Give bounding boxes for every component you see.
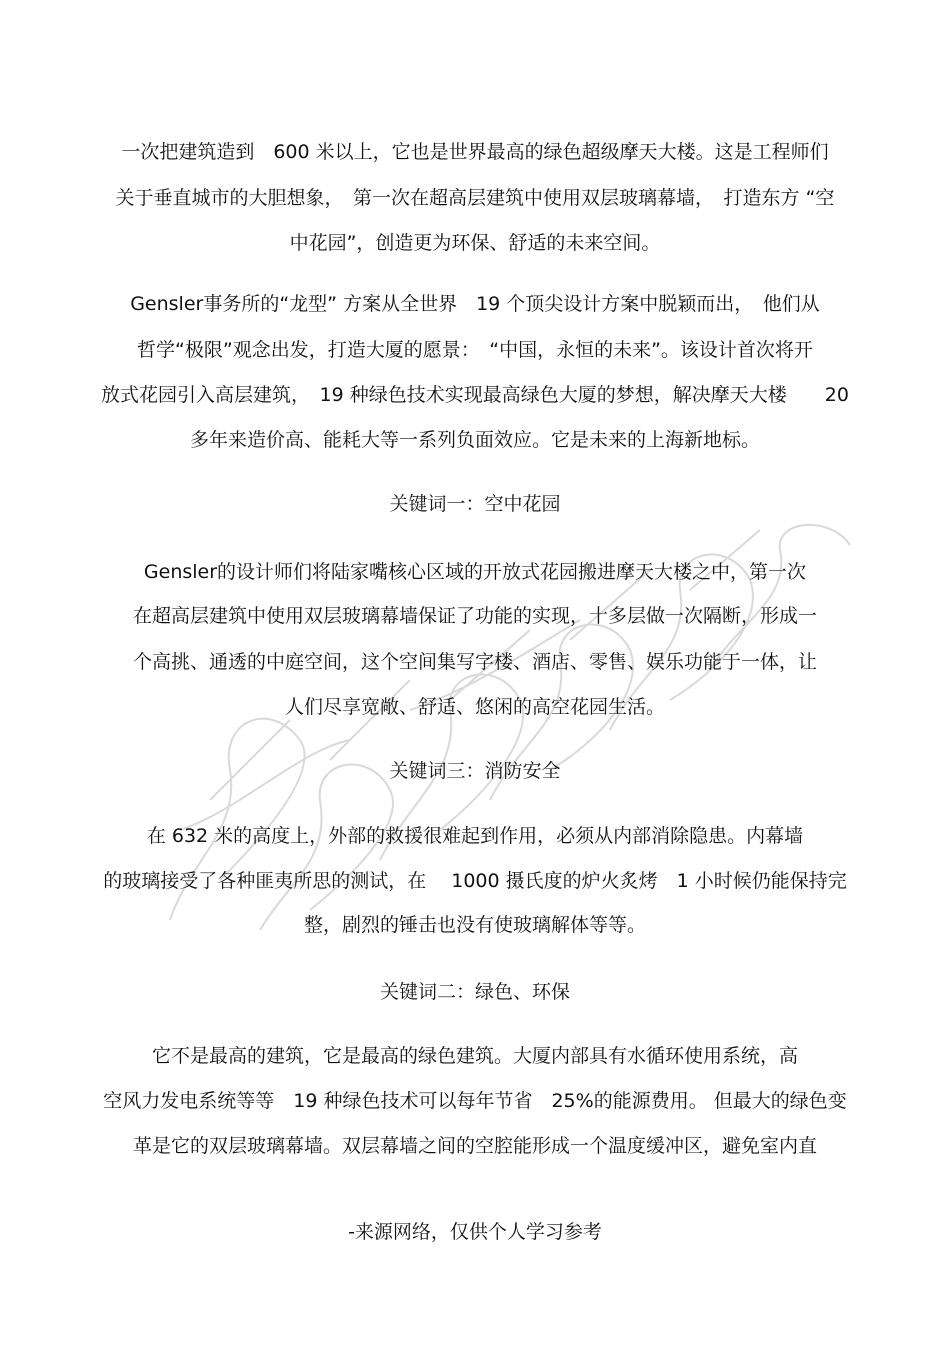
paragraph-5-line-3: 革是它的双层玻璃幕墙。双层幕墙之间的空腔能形成一个温度缓冲区，避免室内直 bbox=[132, 1135, 817, 1157]
paragraph-2-line-4: 多年来造价高、能耗大等一系列负面效应。它是未来的上海新地标。 bbox=[189, 429, 760, 451]
paragraph-4-line-3: 整，剧烈的锤击也没有使玻璃解体等等。 bbox=[303, 914, 646, 936]
keyword-heading-2: 关键词三：消防安全 bbox=[389, 760, 561, 782]
paragraph-5-line-2: 空风力发电系统等等 19 种绿色技术可以每年节省 25%的能源费用。 但最大的绿色变 bbox=[103, 1090, 847, 1112]
footer-source-note: -来源网络，仅供个人学习参考 bbox=[348, 1221, 602, 1243]
paragraph-5-line-1: 它不是最高的建筑，它是最高的绿色建筑。大厦内部具有水循环使用系统，高 bbox=[151, 1045, 798, 1067]
paragraph-1-line-3: 中花园”，创造更为环保、舒适的未来空间。 bbox=[289, 232, 661, 254]
paragraph-2-line-1: Gensler事务所的“龙型” 方案从全世界 19 个顶尖设计方案中脱颖而出， 他们从 bbox=[130, 293, 820, 315]
keyword-heading-3: 关键词二：绿色、环保 bbox=[379, 981, 570, 1003]
paragraph-4-line-1: 在 632 米的高度上，外部的救援很难起到作用，必须从内部消除隐患。内幕墙 bbox=[146, 825, 804, 847]
paragraph-3-line-4: 人们尽享宽敞、舒适、悠闲的高空花园生活。 bbox=[284, 696, 665, 718]
paragraph-2-line-2: 哲学“极限”观念出发，打造大厦的愿景： “中国，永恒的未来”。该设计首次将开 bbox=[137, 339, 813, 361]
paragraph-3-line-1: Gensler的设计师们将陆家嘴核心区域的开放式花园搬进摩天大楼之中，第一次 bbox=[143, 561, 807, 583]
paragraph-3-line-2: 在超高层建筑中使用双层玻璃幕墙保证了功能的实现，十多层做一次隔断，形成一 bbox=[132, 605, 817, 627]
paragraph-3-line-3: 个高挑、通透的中庭空间，这个空间集写字楼、酒店、零售、娱乐功能于一体，让 bbox=[132, 651, 817, 673]
paragraph-1-line-1: 一次把建筑造到 600 米以上，它也是世界最高的绿色超级摩天大楼。这是工程师们 bbox=[121, 141, 829, 163]
keyword-heading-1: 关键词一：空中花园 bbox=[389, 493, 561, 515]
paragraph-4-line-2: 的玻璃接受了各种匪夷所思的测试，在 1000 摄氏度的炉火炙烤 1 小时候仍能保持完 bbox=[103, 870, 847, 892]
paragraph-2-line-3: 放式花园引入高层建筑， 19 种绿色技术实现最高绿色大厦的梦想，解决摩天大楼 20 bbox=[101, 384, 849, 406]
paragraph-1-line-2: 关于垂直城市的大胆想象， 第一次在超高层建筑中使用双层玻璃幕墙， 打造东方 “空 bbox=[115, 187, 835, 209]
